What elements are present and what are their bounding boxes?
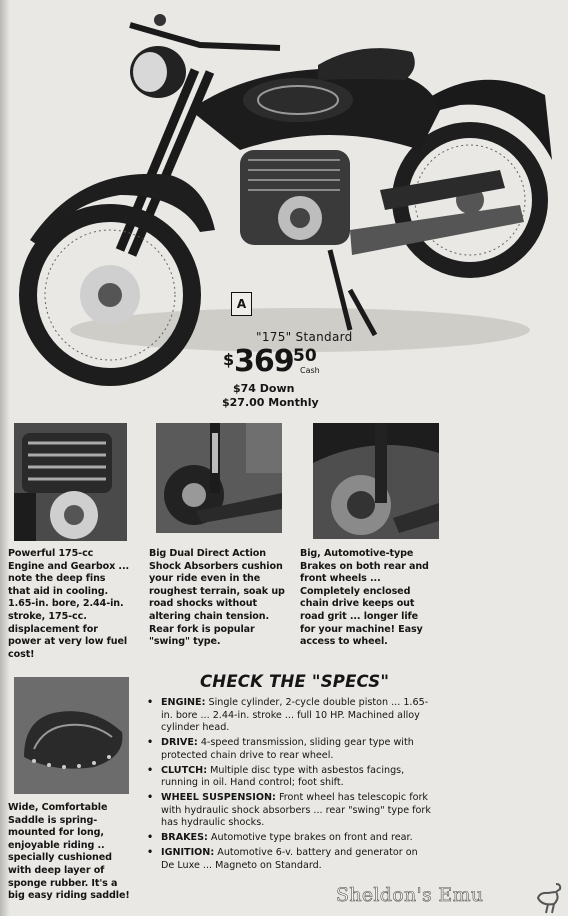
brakes-caption: Big, Automotive-type Brakes on both rear and front wheels ... Completely enclosed chain drive keeps out road grit ... longer life for your machine! Easy access to wheel.	[300, 548, 429, 648]
spec-clutch: • CLUTCH: Multiple disc type with asbestos facings, running in oil. Hand control; foot shift.	[147, 764, 405, 788]
price-monthly: $27.00 Monthly	[222, 396, 319, 409]
shock-caption: Big Dual Direct Action Shock Absorbers cushion your ride even in the roughest terrain, soak up road shocks without altering chain tension. Rear fork is popular "swing" type.	[149, 548, 285, 648]
photo-label-box: A	[231, 292, 252, 316]
specs-list	[147, 697, 431, 875]
price-dollars: 369	[234, 344, 294, 379]
spec-engine: • ENGINE: Single cylinder, 2-cycle double piston ... 1.65-in. bore ... 2.44-in. stroke ... full 10 HP. Machined alloy cylinder head.	[147, 697, 429, 733]
spec-text: Single cylinder, 2-cycle double piston ... 1.65-in. bore ... 2.44-in. stroke ... full 10 HP. Machined alloy cylinder head.	[161, 697, 429, 733]
spec-label: ENGINE:	[161, 697, 206, 708]
spec-brakes: • BRAKES: Automotive type brakes on front and rear.	[147, 832, 413, 843]
model-name: "175" Standard	[256, 330, 353, 344]
spec-text: Automotive type brakes on front and rear.	[210, 832, 413, 843]
watermark-text: Sheldon's Emu	[336, 884, 484, 906]
spec-text: Automotive 6-v. battery and generator on De Luxe ... Magneto on Standard.	[161, 847, 418, 871]
price-down: $74 Down	[233, 382, 295, 395]
watermark	[336, 882, 564, 914]
spec-drive: • DRIVE: 4-speed transmission, sliding gear type with protected chain drive to rear wheel.	[147, 737, 414, 761]
shock-absorber-photo	[156, 423, 282, 533]
spec-text: Front wheel has telescopic fork with hydraulic shock absorbers ... rear "swing" type fork has hydraulic shocks.	[161, 792, 431, 828]
engine-gearbox-photo	[14, 423, 127, 541]
price	[223, 344, 372, 382]
spec-label: IGNITION:	[161, 847, 215, 858]
saddle-caption: Wide, Comfortable Saddle is spring-mounted for long, enjoyable riding .. specially cushioned with deep layer of sponge rubber. It's a big easy riding saddle!	[8, 802, 130, 902]
spec-wheel-suspension: • WHEEL SUSPENSION: Front wheel has telescopic fork with hydraulic shock absorbers ... rear "swing" type fork has hydraulic shocks.	[147, 792, 431, 828]
spec-label: CLUTCH:	[161, 764, 208, 776]
saddle-photo	[14, 677, 129, 794]
specs-heading: CHECK THE "SPECS"	[200, 672, 390, 691]
spec-label: DRIVE:	[161, 737, 198, 748]
price-block	[222, 330, 372, 410]
spec-label: WHEEL SUSPENSION:	[161, 792, 276, 803]
spec-text: Multiple disc type with asbestos facings, running in oil. Hand control; foot shift.	[161, 764, 405, 788]
price-cents: 50	[293, 346, 317, 366]
price-cash-label: Cash	[300, 366, 320, 375]
engine-caption: Powerful 175-cc Engine and Gearbox ... note the deep fins that aid in cooling. 1.65-in. bore, 2.44-in. stroke, 175-cc. displacement for power at very low fuel cost!	[8, 548, 130, 660]
emu-icon	[534, 882, 564, 914]
price-currency: $	[223, 350, 235, 369]
brake-photo	[313, 423, 439, 539]
spec-label: BRAKES:	[161, 832, 208, 843]
spec-ignition: • IGNITION: Automotive 6-v. battery and generator on De Luxe ... Magneto on Standard.	[147, 847, 418, 871]
spec-text: 4-speed transmission, sliding gear type with protected chain drive to rear wheel.	[161, 737, 414, 761]
